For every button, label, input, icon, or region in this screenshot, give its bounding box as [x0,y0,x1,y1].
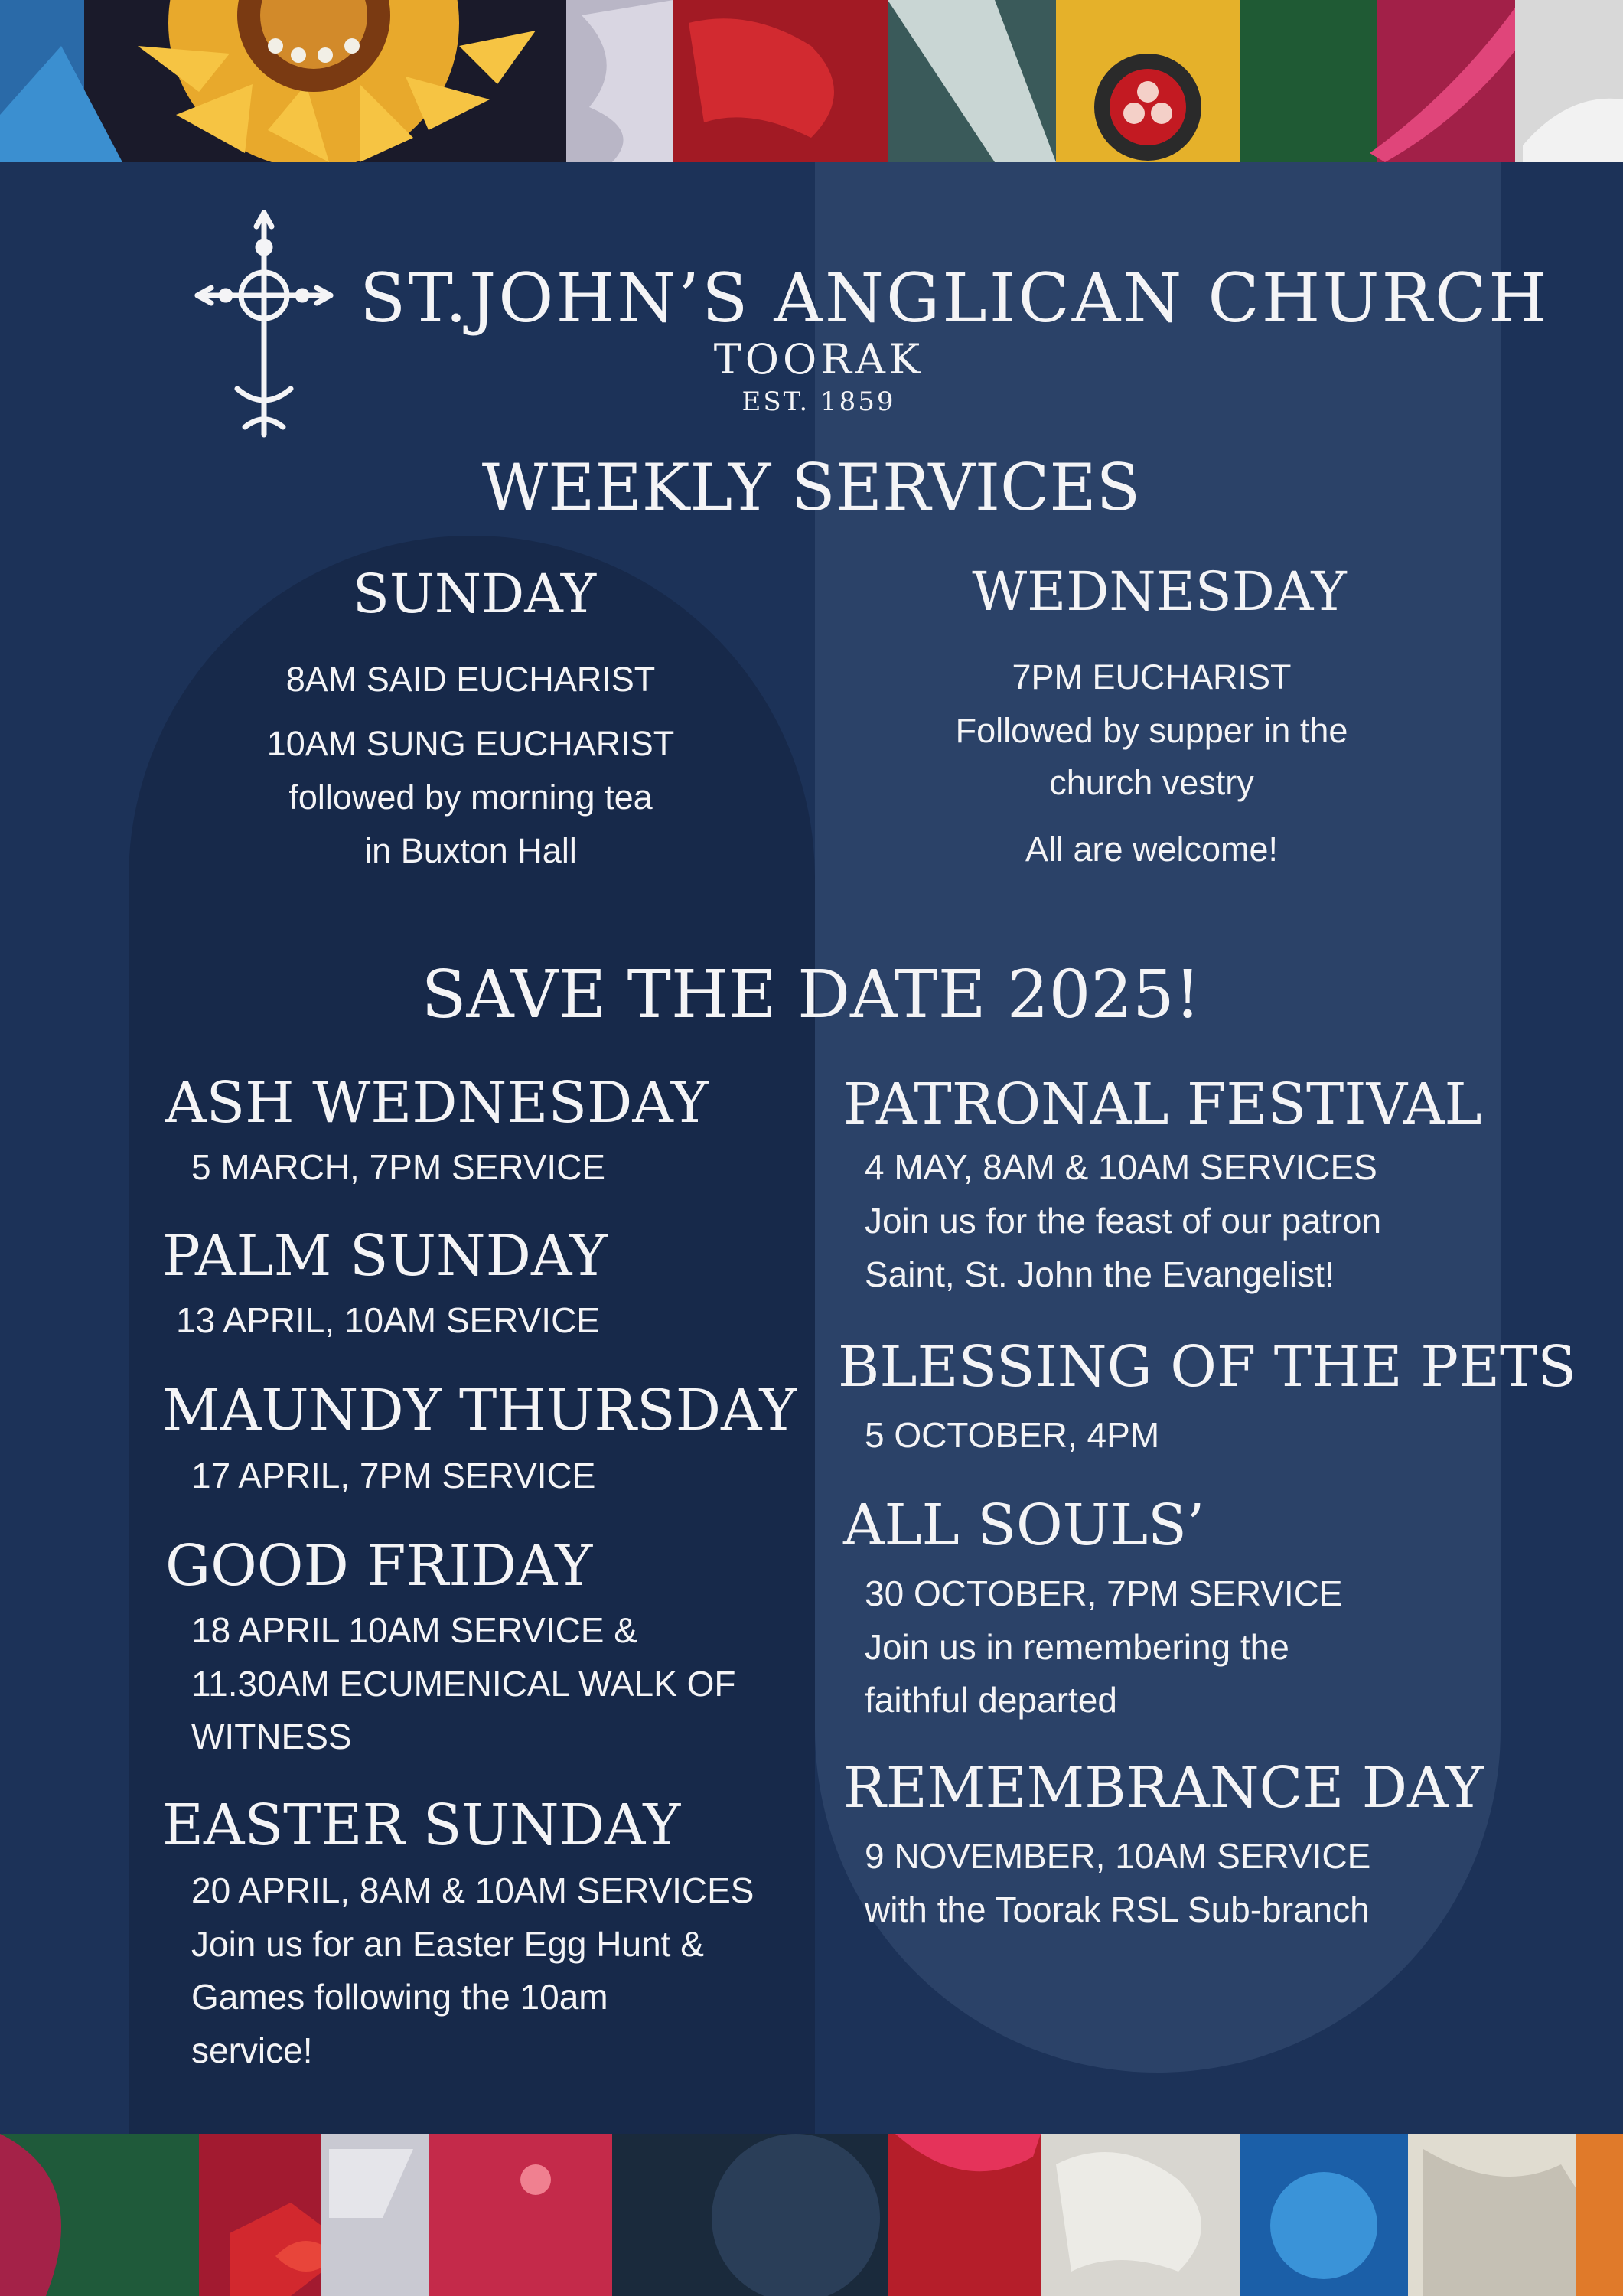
event-detail: Join us for an Easter Egg Hunt & [191,1924,704,1964]
wednesday-heading: WEDNESDAY [972,560,1347,623]
event-detail: 30 OCTOBER, 7PM SERVICE [865,1574,1343,1613]
stained-glass-banner-top [0,0,1623,162]
weekly-services-heading: WEEKLY SERVICES [481,450,1141,525]
event-detail: WITNESS [191,1717,352,1756]
event-detail: 5 OCTOBER, 4PM [865,1415,1160,1455]
event-detail: Join us for the feast of our patron [865,1201,1382,1241]
sunday-line: in Buxton Hall [364,831,577,870]
event-detail: 9 NOVEMBER, 10AM SERVICE [865,1836,1371,1876]
wednesday-line: 7PM EUCHARIST [1012,657,1292,696]
sunday-line: 8AM SAID EUCHARIST [285,660,656,699]
event-detail: 4 MAY, 8AM & 10AM SERVICES [865,1147,1377,1187]
sunday-heading: SUNDAY [352,563,597,625]
event-detail: Games following the 10am [191,1977,608,2017]
event-title: REMEMBRANCE DAY [843,1755,1484,1821]
stained-glass-banner-bottom [0,2134,1623,2296]
event-detail: Join us in remembering the [865,1627,1289,1667]
event-detail: Saint, St. John the Evangelist! [865,1254,1335,1294]
event-title: PALM SUNDAY [162,1223,608,1289]
wednesday-line: church vestry [1049,763,1254,802]
church-name: ST.JOHN’S ANGLICAN CHURCH [360,259,1550,338]
event-detail: with the Toorak RSL Sub-branch [865,1890,1370,1929]
event-detail: 5 MARCH, 7PM SERVICE [191,1147,606,1187]
sunday-line: 10AM SUNG EUCHARIST [266,724,675,763]
event-detail: 18 APRIL 10AM SERVICE & [191,1610,637,1650]
event-detail: faithful departed [865,1680,1117,1720]
ornate-cross-icon [191,205,337,445]
event-detail: service! [191,2030,313,2070]
event-detail: 20 APRIL, 8AM & 10AM SERVICES [191,1870,754,1910]
event-detail: 11.30AM ECUMENICAL WALK OF [191,1664,736,1704]
church-established: EST. 1859 [741,386,896,417]
sunday-line: followed by morning tea [288,778,653,817]
church-location: TOORAK [713,335,924,383]
event-detail: 17 APRIL, 7PM SERVICE [191,1456,596,1495]
event-title: GOOD FRIDAY [165,1533,593,1599]
event-title: MAUNDY THURSDAY [162,1378,797,1443]
wednesday-line: All are welcome! [1025,830,1279,869]
wednesday-line: Followed by supper in the [955,711,1348,750]
event-detail: 13 APRIL, 10AM SERVICE [176,1300,600,1340]
event-title: ASH WEDNESDAY [165,1070,709,1136]
event-title: ALL SOULS’ [843,1492,1205,1558]
event-title: EASTER SUNDAY [162,1792,681,1858]
save-the-date-heading: SAVE THE DATE 2025! [421,957,1201,1033]
event-title: PATRONAL FESTIVAL [843,1071,1482,1137]
event-title: BLESSING OF THE PETS [838,1334,1577,1400]
